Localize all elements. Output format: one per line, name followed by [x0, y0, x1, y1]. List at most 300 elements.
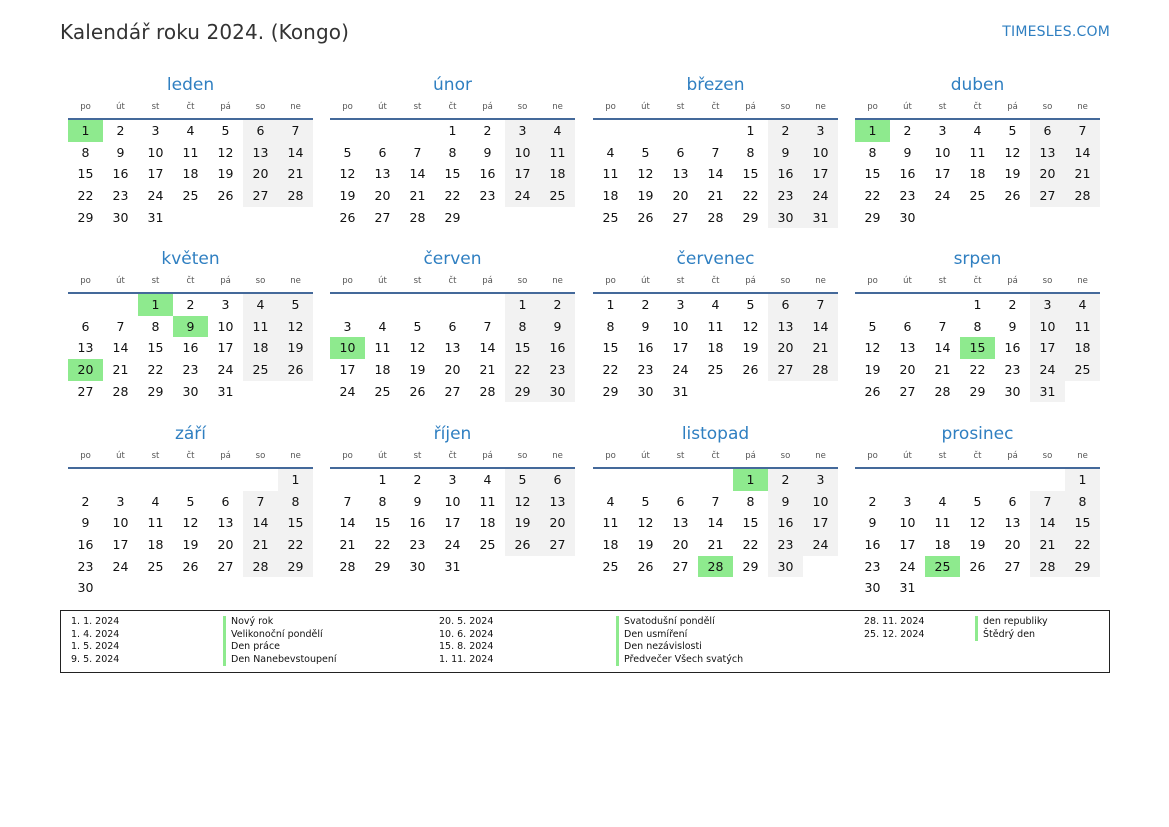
day-cell: 27 [1030, 185, 1065, 207]
day-cell: 11 [707, 318, 724, 334]
day-cell: 2 [413, 472, 422, 487]
day-cell: 20 [1004, 537, 1021, 553]
day-cell: 4 [938, 493, 947, 509]
day-cell: 18 [602, 537, 619, 553]
month-name: květen [161, 249, 220, 269]
day-cell: 18 [602, 188, 619, 204]
week-row [855, 120, 1100, 142]
weekday-label: ne [815, 102, 826, 112]
empty-day-cell [663, 120, 698, 142]
day-cell: 24 [803, 534, 838, 556]
day-cell: 3 [505, 120, 540, 142]
week-row [855, 359, 1100, 381]
week-row [68, 381, 313, 403]
day-cell: 9 [903, 144, 912, 160]
day-cell: 29 [969, 383, 986, 399]
day-cell: 10 [505, 142, 540, 164]
weekday-label: st [151, 276, 160, 286]
weekday-header [330, 446, 575, 469]
day-cell: 5 [278, 294, 313, 316]
week-row [593, 163, 838, 185]
week-row [68, 556, 313, 578]
day-cell: 23 [1004, 362, 1021, 378]
day-cell: 26 [339, 209, 356, 225]
empty-day-cell [540, 556, 575, 578]
month-block [68, 422, 313, 599]
day-cell: 14 [1030, 512, 1065, 534]
day-cell: 26 [409, 383, 426, 399]
weekday-label: ne [552, 102, 563, 112]
day-cell: 10 [803, 491, 838, 513]
empty-day-cell [960, 577, 995, 599]
week-row [330, 120, 575, 142]
day-cell: 25 [969, 188, 986, 204]
day-cell: 31 [444, 558, 461, 574]
week-row [855, 534, 1100, 556]
day-cell: 6 [378, 144, 387, 160]
day-cell: 27 [540, 534, 575, 556]
day-cell: 27 [243, 185, 278, 207]
brand-link[interactable]: TIMESLES.COM [1002, 24, 1110, 40]
weekday-label: út [378, 102, 387, 112]
day-cell: 17 [899, 537, 916, 553]
weekday-label: pá [745, 102, 756, 112]
day-grid [68, 120, 313, 228]
empty-day-cell [1030, 207, 1065, 229]
weekday-label: pá [745, 451, 756, 461]
weekday-header [68, 446, 313, 469]
day-cell: 2 [1008, 297, 1017, 312]
weekday-label: čt [186, 102, 195, 112]
day-grid [68, 294, 313, 402]
day-cell: 17 [112, 537, 129, 553]
weekday-label: ne [552, 276, 563, 286]
holiday-date: 15. 8. 2024 [439, 641, 494, 653]
day-cell: 30 [899, 209, 916, 225]
week-row [855, 556, 1100, 578]
day-cell: 9 [641, 318, 650, 334]
empty-day-cell [1030, 469, 1065, 491]
empty-day-cell [68, 469, 103, 491]
week-row [330, 294, 575, 316]
week-row [593, 294, 838, 316]
weekday-label: ne [815, 276, 826, 286]
day-cell: 11 [540, 142, 575, 164]
weekday-label: ne [1077, 451, 1088, 461]
day-cell: 21 [1065, 163, 1100, 185]
day-cell: 11 [182, 144, 199, 160]
week-row [855, 207, 1100, 229]
day-cell: 18 [243, 337, 278, 359]
weekday-label: út [903, 451, 912, 461]
day-cell: 12 [217, 144, 234, 160]
day-grid [330, 469, 575, 577]
day-cell: 8 [746, 493, 755, 509]
weekday-header [855, 271, 1100, 294]
empty-day-cell [960, 207, 995, 229]
holiday-day-cell: 1 [138, 294, 173, 316]
day-cell: 19 [505, 512, 540, 534]
day-cell: 22 [444, 188, 461, 204]
empty-day-cell [208, 577, 243, 599]
weekday-label: ne [815, 451, 826, 461]
weekday-label: st [413, 276, 422, 286]
month-block [855, 422, 1100, 599]
week-row [855, 316, 1100, 338]
empty-day-cell [1065, 577, 1100, 599]
empty-day-cell [505, 556, 540, 578]
day-cell: 17 [934, 166, 951, 182]
empty-day-cell [925, 469, 960, 491]
day-cell: 20 [899, 362, 916, 378]
empty-day-cell [540, 207, 575, 229]
weekday-label: út [116, 276, 125, 286]
day-cell: 24 [147, 188, 164, 204]
holiday-day-cell: 15 [960, 337, 995, 359]
weekday-label: po [342, 451, 353, 461]
day-cell: 28 [803, 359, 838, 381]
weekday-label: ne [290, 276, 301, 286]
day-cell: 24 [505, 185, 540, 207]
day-cell: 21 [803, 337, 838, 359]
day-cell: 15 [374, 515, 391, 531]
day-cell: 9 [413, 493, 422, 509]
day-cell: 27 [444, 383, 461, 399]
day-cell: 22 [742, 188, 759, 204]
week-row [68, 491, 313, 513]
day-cell: 12 [1004, 144, 1021, 160]
day-cell: 21 [707, 188, 724, 204]
empty-day-cell [243, 469, 278, 491]
day-cell: 28 [112, 383, 129, 399]
weekday-label: st [938, 451, 947, 461]
holiday-date: 20. 5. 2024 [439, 616, 494, 627]
week-row [330, 142, 575, 164]
day-cell: 9 [768, 491, 803, 513]
month-block [593, 73, 838, 228]
empty-day-cell [1065, 207, 1100, 229]
day-cell: 14 [934, 340, 951, 356]
day-cell: 10 [217, 318, 234, 334]
empty-day-cell [138, 577, 173, 599]
month-name: říjen [433, 424, 472, 444]
empty-day-cell [173, 207, 208, 229]
day-cell: 1 [973, 297, 982, 312]
week-row [855, 381, 1100, 403]
day-cell: 23 [77, 558, 94, 574]
day-cell: 18 [374, 362, 391, 378]
day-cell: 12 [637, 166, 654, 182]
week-row [855, 294, 1100, 316]
day-cell: 11 [147, 515, 164, 531]
day-cell: 27 [672, 558, 689, 574]
day-cell: 25 [147, 558, 164, 574]
day-cell: 10 [934, 144, 951, 160]
day-cell: 17 [803, 512, 838, 534]
weekday-label: čt [711, 102, 720, 112]
day-cell: 15 [147, 340, 164, 356]
day-cell: 31 [217, 383, 234, 399]
weekday-label: st [938, 276, 947, 286]
day-cell: 6 [768, 294, 803, 316]
week-row [593, 120, 838, 142]
weekday-label: čt [973, 102, 982, 112]
day-cell: 7 [711, 493, 720, 509]
empty-day-cell [505, 207, 540, 229]
day-cell: 23 [768, 185, 803, 207]
day-cell: 15 [444, 166, 461, 182]
day-cell: 2 [116, 123, 125, 138]
day-cell: 17 [505, 163, 540, 185]
day-cell: 30 [77, 580, 94, 596]
day-cell: 15 [77, 166, 94, 182]
weekday-label: so [1042, 276, 1053, 286]
weekday-label: po [605, 451, 616, 461]
day-cell: 6 [81, 318, 90, 334]
day-cell: 12 [637, 515, 654, 531]
day-cell: 31 [1030, 381, 1065, 403]
day-cell: 16 [768, 163, 803, 185]
day-cell: 16 [479, 166, 496, 182]
day-cell: 23 [864, 558, 881, 574]
holiday-date: 9. 5. 2024 [71, 653, 120, 665]
weekday-label: so [255, 451, 266, 461]
empty-day-cell [1065, 381, 1100, 403]
day-cell: 25 [479, 537, 496, 553]
empty-day-cell [698, 381, 733, 403]
day-cell: 7 [343, 493, 352, 509]
day-cell: 5 [505, 469, 540, 491]
day-cell: 9 [1008, 318, 1017, 334]
day-cell: 3 [343, 318, 352, 334]
weekday-label: út [903, 102, 912, 112]
weekday-label: út [641, 451, 650, 461]
weekday-label: st [413, 451, 422, 461]
month-block [68, 247, 313, 402]
weekday-label: čt [186, 451, 195, 461]
day-cell: 13 [899, 340, 916, 356]
day-cell: 2 [768, 120, 803, 142]
day-cell: 31 [672, 383, 689, 399]
day-cell: 28 [1030, 556, 1065, 578]
day-cell: 7 [711, 144, 720, 160]
day-grid [330, 120, 575, 228]
day-cell: 6 [448, 318, 457, 334]
empty-day-cell [103, 577, 138, 599]
day-cell: 30 [409, 558, 426, 574]
week-row [855, 142, 1100, 164]
day-cell: 20 [672, 188, 689, 204]
empty-day-cell [365, 120, 400, 142]
day-cell: 13 [243, 142, 278, 164]
weekday-label: po [342, 102, 353, 112]
day-cell: 4 [1065, 294, 1100, 316]
day-cell: 25 [540, 185, 575, 207]
day-cell: 21 [934, 362, 951, 378]
day-cell: 1 [378, 472, 387, 487]
weekday-label: po [605, 276, 616, 286]
day-cell: 29 [374, 558, 391, 574]
day-cell: 1 [746, 123, 755, 138]
day-cell: 14 [479, 340, 496, 356]
week-row [68, 185, 313, 207]
empty-day-cell [173, 469, 208, 491]
holiday-entry [61, 629, 1109, 642]
day-cell: 12 [339, 166, 356, 182]
day-cell: 3 [903, 493, 912, 509]
day-cell: 26 [969, 558, 986, 574]
empty-day-cell [470, 207, 505, 229]
day-cell: 5 [413, 318, 422, 334]
holiday-date: 1. 4. 2024 [71, 628, 120, 640]
holiday-legend [60, 610, 1110, 673]
day-cell: 24 [672, 362, 689, 378]
empty-day-cell [278, 381, 313, 403]
empty-day-cell [330, 469, 365, 491]
day-cell: 19 [969, 537, 986, 553]
day-cell: 15 [742, 166, 759, 182]
empty-day-cell [593, 120, 628, 142]
day-cell: 29 [505, 381, 540, 403]
month-block [68, 73, 313, 228]
month-name: duben [950, 75, 1005, 95]
day-cell: 20 [1030, 163, 1065, 185]
day-cell: 25 [602, 209, 619, 225]
day-cell: 2 [641, 297, 650, 312]
day-cell: 14 [409, 166, 426, 182]
day-cell: 7 [1065, 120, 1100, 142]
day-cell: 28 [1065, 185, 1100, 207]
holiday-entry [61, 641, 1109, 654]
holiday-day-cell: 1 [855, 120, 890, 142]
day-cell: 31 [803, 207, 838, 229]
weekday-label: čt [448, 451, 457, 461]
weekday-label: pá [1007, 451, 1018, 461]
weekday-label: út [641, 276, 650, 286]
week-row [68, 534, 313, 556]
month-name: leden [166, 75, 215, 95]
day-cell: 4 [186, 123, 195, 138]
day-cell: 7 [116, 318, 125, 334]
day-cell: 30 [637, 383, 654, 399]
weekday-label: so [255, 102, 266, 112]
day-cell: 24 [339, 383, 356, 399]
day-cell: 20 [243, 163, 278, 185]
day-cell: 20 [672, 537, 689, 553]
day-cell: 13 [1030, 142, 1065, 164]
day-cell: 24 [444, 537, 461, 553]
day-cell: 21 [479, 362, 496, 378]
weekday-label: út [116, 102, 125, 112]
weekday-label: st [676, 102, 685, 112]
empty-day-cell [803, 381, 838, 403]
empty-day-cell [330, 294, 365, 316]
weekday-label: pá [220, 276, 231, 286]
day-cell: 16 [899, 166, 916, 182]
weekday-label: čt [711, 451, 720, 461]
day-cell: 13 [672, 166, 689, 182]
day-cell: 26 [742, 362, 759, 378]
week-row [593, 337, 838, 359]
day-cell: 10 [444, 493, 461, 509]
month-name: březen [686, 75, 745, 95]
day-grid [855, 469, 1100, 599]
month-block [330, 422, 575, 577]
day-cell: 14 [278, 142, 313, 164]
day-cell: 1 [505, 294, 540, 316]
week-row [68, 207, 313, 229]
holiday-entry [61, 654, 1109, 667]
empty-day-cell [208, 207, 243, 229]
weekday-label: čt [973, 276, 982, 286]
week-row [330, 185, 575, 207]
day-cell: 16 [540, 337, 575, 359]
week-row [330, 491, 575, 513]
day-cell: 18 [147, 537, 164, 553]
day-cell: 10 [1030, 316, 1065, 338]
day-cell: 16 [768, 512, 803, 534]
day-cell: 15 [1065, 512, 1100, 534]
day-cell: 1 [606, 297, 615, 312]
weekday-label: ne [1077, 102, 1088, 112]
holiday-day-cell: 9 [173, 316, 208, 338]
weekday-label: čt [973, 451, 982, 461]
day-cell: 26 [278, 359, 313, 381]
day-cell: 11 [602, 515, 619, 531]
day-cell: 5 [221, 123, 230, 138]
week-row [330, 381, 575, 403]
empty-day-cell [103, 294, 138, 316]
day-cell: 14 [707, 166, 724, 182]
week-row [855, 163, 1100, 185]
weekday-header [593, 446, 838, 469]
day-cell: 13 [672, 515, 689, 531]
weekday-label: so [780, 102, 791, 112]
empty-day-cell [593, 469, 628, 491]
week-row [68, 120, 313, 142]
day-cell: 25 [182, 188, 199, 204]
weekday-header [68, 271, 313, 294]
day-cell: 19 [637, 188, 654, 204]
weekday-label: ne [552, 451, 563, 461]
weekday-label: po [605, 102, 616, 112]
holiday-name: Den usmíření [616, 629, 687, 642]
month-block [855, 73, 1100, 228]
month-block [855, 247, 1100, 402]
day-cell: 26 [182, 558, 199, 574]
day-cell: 11 [934, 515, 951, 531]
day-cell: 23 [409, 537, 426, 553]
day-cell: 18 [934, 537, 951, 553]
week-row [330, 469, 575, 491]
day-cell: 27 [77, 383, 94, 399]
holiday-date: 1. 5. 2024 [71, 641, 120, 653]
day-cell: 9 [768, 142, 803, 164]
day-cell: 20 [444, 362, 461, 378]
holiday-date: 1. 1. 2024 [71, 616, 120, 627]
week-row [855, 491, 1100, 513]
day-cell: 9 [81, 515, 90, 531]
holiday-day-cell: 10 [330, 337, 365, 359]
week-row [68, 142, 313, 164]
day-cell: 25 [243, 359, 278, 381]
day-cell: 23 [899, 188, 916, 204]
day-cell: 14 [112, 340, 129, 356]
weekday-header [855, 97, 1100, 120]
day-cell: 24 [217, 362, 234, 378]
week-row [593, 207, 838, 229]
weekday-label: st [151, 102, 160, 112]
